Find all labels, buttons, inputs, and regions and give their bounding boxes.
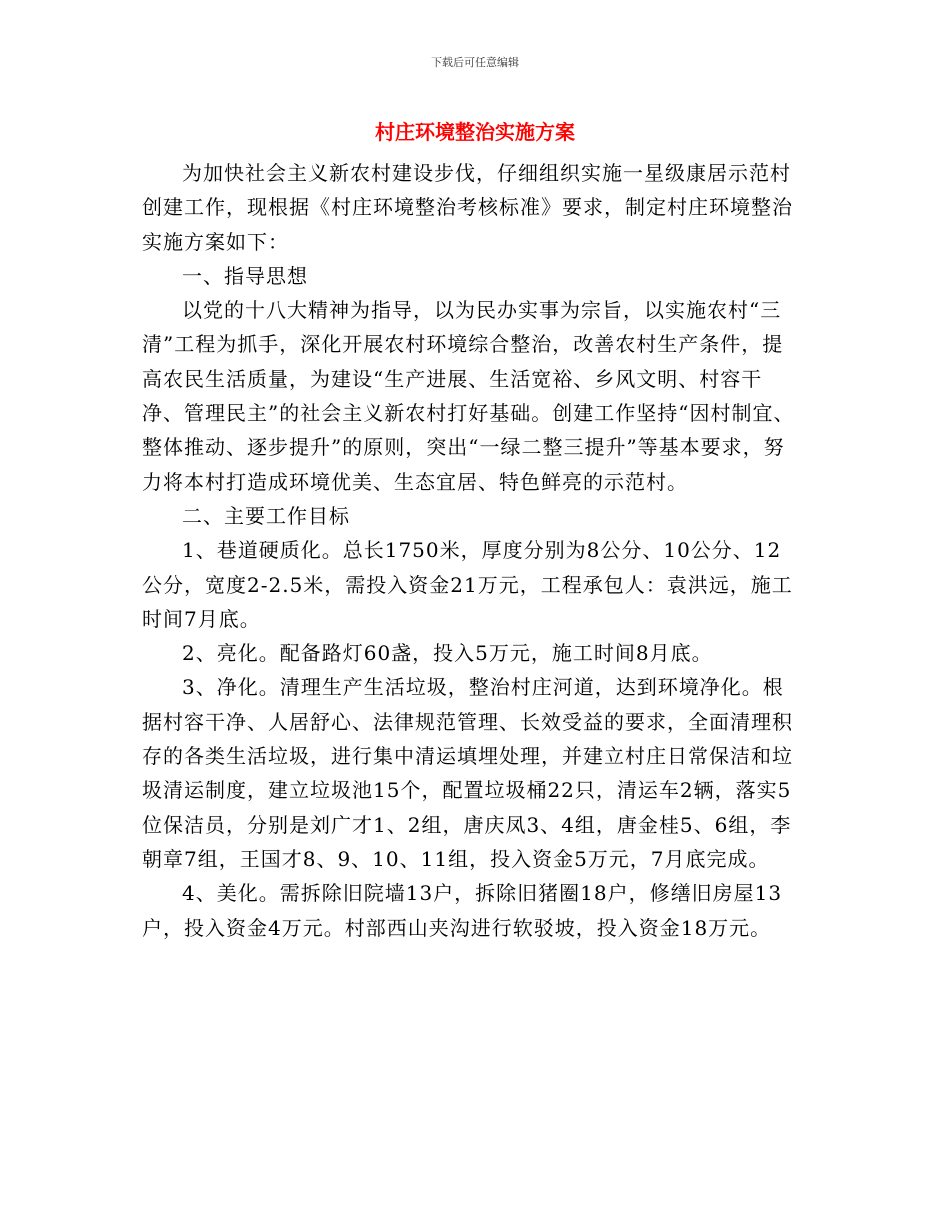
section-heading-guiding-thought: 一、指导思想 [182, 263, 308, 288]
document-body [142, 156, 802, 945]
guiding-thought-paragraph: 以党的十八大精神为指导，以为民办实事为宗旨，以实施农村“三清”工程为抓手，深化开展农村环境综合整治，改善农村生产条件，提高农民生活质量，为建设“生产进展、生活宽裕、乡风文明、村容干净、管理民主”的社会主义新农村打好基础。创建工作坚持“因村制宜、整体推动、逐步提升”的原则，突出“一绿二整三提升”等基本要求，努力将本村打造成环境优美、生态宜居、特色鲜亮的示范村。 [142, 298, 795, 494]
document-title: 村庄环境整治实施方案 [375, 120, 575, 144]
goal-item-4: 4、美化。需拆除旧院墙13户，拆除旧猪圈18户，修缮旧房屋13户，投入资金4万元。村部西山夹沟进行软驳坡，投入资金18万元。 [142, 881, 783, 940]
goal-item-3: 3、净化。清理生产生活垃圾，整治村庄河道，达到环境净化。根据村容干净、人居舒心、法律规范管理、长效受益的要求，全面清理积存的各类生活垃圾，进行集中清运填埋处理，并建立村庄日常保洁和垃圾清运制度，建立垃圾池15个，配置垃圾桶22只，清运车2辆，落实5位保洁员，分别是刘广才1、2组，唐庆凤3、4组，唐金桂5、6组，李朝章7组，王国才8、9、10、11组，投入资金5万元，7月底完成。 [142, 675, 793, 871]
intro-paragraph: 为加快社会主义新农村建设步伐，仔细组织实施一星级康居示范村创建工作，现根据《村庄环境整治考核标准》要求，制定村庄环境整治实施方案如下： [142, 161, 793, 254]
section-heading-main-goals: 二、主要工作目标 [182, 503, 350, 528]
goal-item-1: 1、巷道硬质化。总长1750米，厚度分别为8公分、10公分、12公分，宽度2-2.5米，需投入资金21万元，工程承包人：袁洪远，施工时间7月底。 [142, 538, 793, 631]
goal-item-2: 2、亮化。配备路灯60盏，投入5万元，施工时间8月底。 [182, 641, 713, 666]
header-note: 下载后可任意编辑 [431, 56, 519, 69]
